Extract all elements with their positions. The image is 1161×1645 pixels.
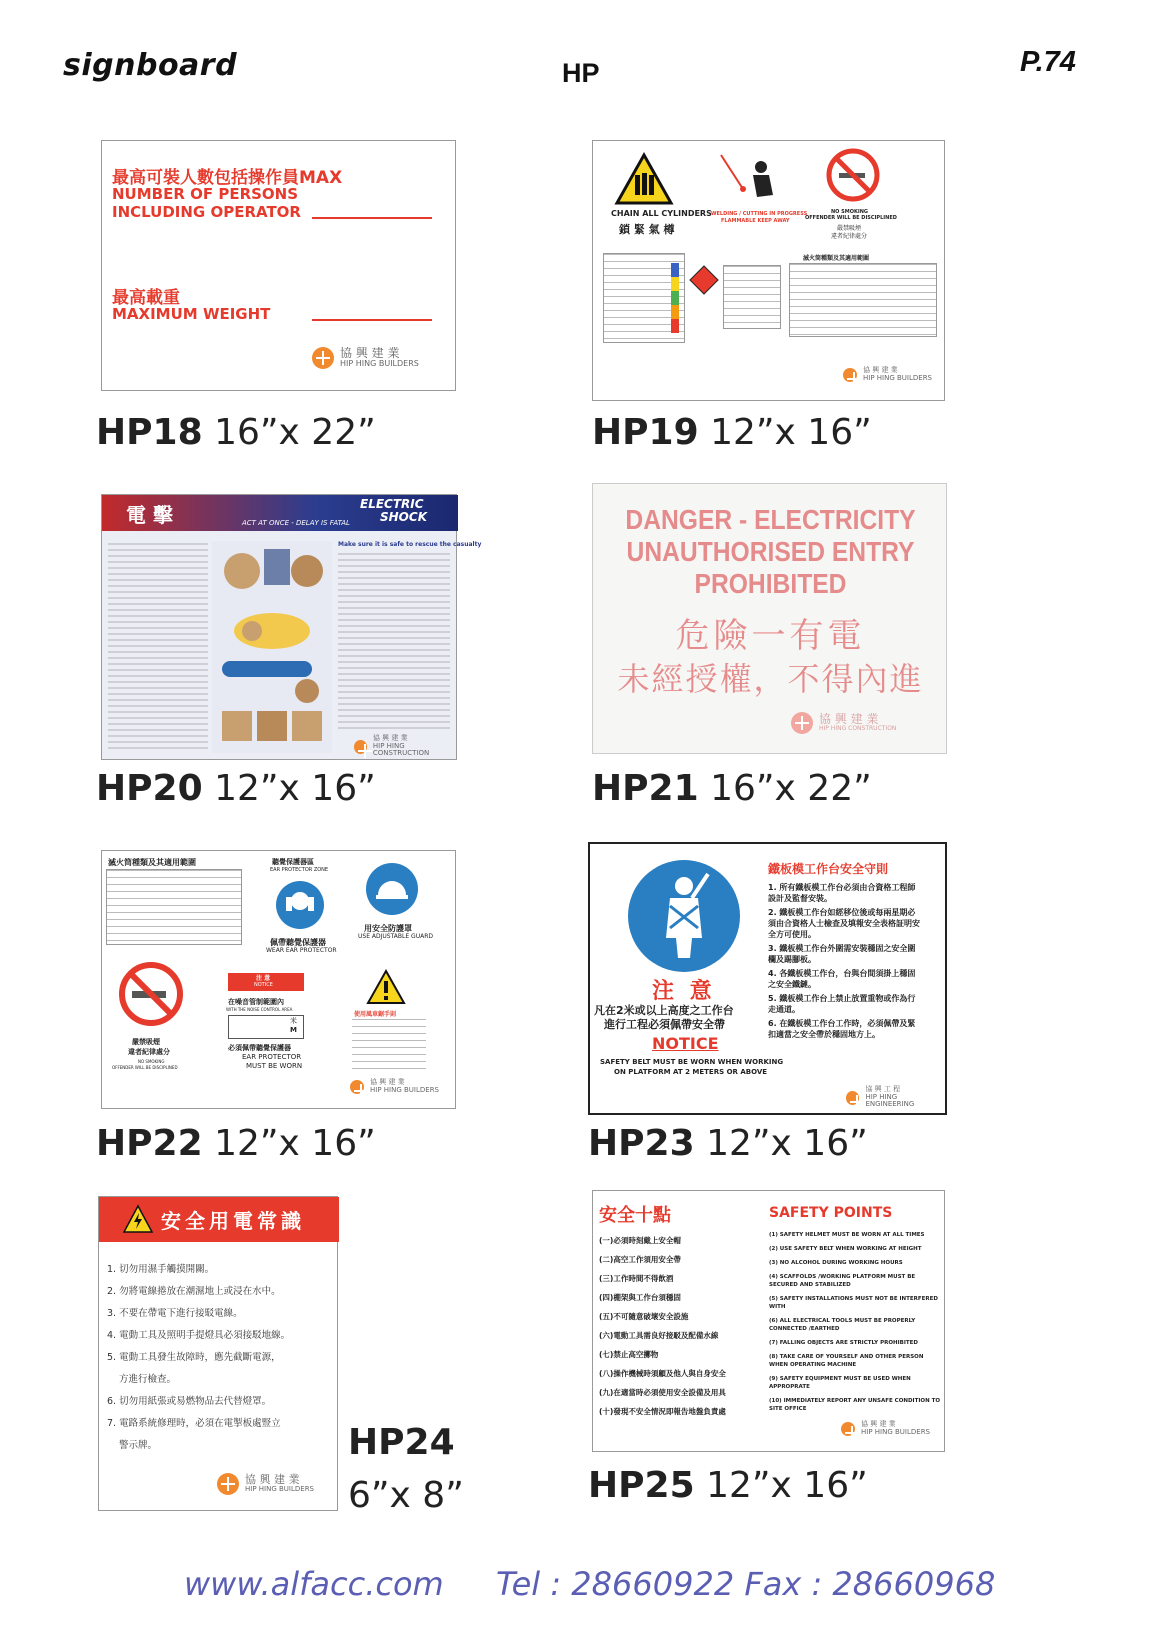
logo-mark-icon bbox=[354, 740, 367, 754]
sign-image-hp23 bbox=[588, 842, 947, 1115]
rescue-heading: Make sure it is safe to rescue the casualty bbox=[338, 541, 482, 548]
logo-en: HIP HING BUILDERS bbox=[370, 1085, 439, 1094]
rule-item: 警示牌。 bbox=[119, 1440, 158, 1451]
danger-line-1: DANGER - ELECTRICITY bbox=[625, 504, 916, 535]
guard-cn: 用安全防護罩 bbox=[364, 924, 412, 933]
point-item: (五)不可隨意破壞安全設施 bbox=[599, 1312, 689, 1321]
gas-info-table bbox=[723, 265, 781, 329]
no-smoking-cn: 嚴禁吸煙 bbox=[837, 225, 862, 232]
logo-cn: 協 興 建 業 bbox=[245, 1473, 300, 1487]
caption-hp25: HP25 12”x 16” bbox=[588, 1465, 868, 1506]
max-persons-cn: 最高可裝人數包括操作員MAX bbox=[112, 168, 343, 188]
rules-list bbox=[107, 1259, 335, 1457]
title-en: SAFETY POINTS bbox=[769, 1205, 893, 1221]
offender-en: OFFENDER WILL BE DISCIPLINED bbox=[112, 1065, 178, 1070]
extinguisher-table bbox=[106, 869, 242, 945]
fill-in-line bbox=[312, 217, 432, 219]
max-weight-cn: 最高載重 bbox=[112, 288, 180, 308]
logo-cn: 協 興 建 業 bbox=[370, 1078, 405, 1086]
rule-item: 5. 鐵板模工作台上禁止放置重物或作為行走通道。 bbox=[768, 994, 916, 1014]
danger-line-cn-1: 危險一有電 bbox=[675, 616, 866, 656]
point-item: (三)工作時間不得飲酒 bbox=[599, 1274, 674, 1283]
rule-item: 3. 不要在帶電下進行接駁電線。 bbox=[107, 1308, 243, 1319]
logo-mark-icon bbox=[312, 347, 334, 369]
logo-en: HIP HING CONSTRUCTION bbox=[819, 725, 897, 733]
point-item: (二)高空工作須用安全帶 bbox=[599, 1255, 681, 1264]
logo-en: HIP HING BUILDERS bbox=[340, 359, 419, 369]
platform-rules-title: 鐵板模工作台安全守則 bbox=[768, 862, 889, 876]
point-item: (九)在適當時必須使用安全設備及用具 bbox=[599, 1388, 726, 1397]
shock-title-en-1: ELECTRIC bbox=[360, 497, 424, 511]
rule-item: 1. 所有鐵板模工作台必須由合資格工程師設計及監督安裝。 bbox=[768, 883, 916, 903]
point-item: (一)必須時刻戴上安全帽 bbox=[599, 1236, 681, 1245]
electric-warning-icon bbox=[123, 1205, 153, 1233]
caption-hp20: HP20 12”x 16” bbox=[96, 768, 376, 809]
shock-title-en-2: SHOCK bbox=[380, 510, 427, 524]
wear-ear-cn: 佩帶聽覺保護器 bbox=[270, 938, 326, 947]
caption-hp21: HP21 16”x 22” bbox=[592, 768, 872, 809]
point-item: (4) SCAFFOLDS /WORKING PLATFORM MUST BE SECURED AND STABILIZED bbox=[769, 1274, 916, 1288]
welding-worker-icon bbox=[713, 149, 793, 209]
saw-rules-list bbox=[352, 1019, 426, 1069]
must-wear-en-2: MUST BE WORN bbox=[246, 1062, 303, 1070]
offender-en: OFFENDER WILL BE DISCIPLINED bbox=[805, 215, 897, 221]
extinguisher-title: 滅火筒種類及其適用範圍 bbox=[108, 858, 196, 867]
logo-cn: 協 興 建 業 bbox=[861, 1420, 896, 1428]
chain-cylinders-cn: 鎖 緊 氣 樽 bbox=[619, 223, 675, 236]
no-smoking-icon bbox=[825, 147, 881, 203]
adjustable-guard-icon bbox=[364, 861, 420, 917]
flammable-notice-en: FLAMMABLE KEEP AWAY bbox=[721, 218, 790, 224]
fill-in-line bbox=[312, 319, 432, 321]
rule-item: 3. 鐵板模工作台外圍需安裝穩固之安全圍欄及踢腳板。 bbox=[768, 944, 916, 964]
danger-line-3: PROHIBITED bbox=[694, 568, 847, 599]
caption-hp23: HP23 12”x 16” bbox=[588, 1123, 868, 1164]
logo-en: HIP HING BUILDERS bbox=[861, 1427, 930, 1436]
point-item: (四)棚架與工作台須穩固 bbox=[599, 1293, 681, 1302]
logo-cn: 協 興 工 程 bbox=[865, 1085, 901, 1093]
company-logo bbox=[843, 367, 932, 382]
company-logo bbox=[846, 1086, 945, 1109]
logo-mark-icon bbox=[841, 1422, 855, 1436]
no-smoking-en: NO SMOKING bbox=[831, 209, 869, 215]
distance-unit-cn: 米 bbox=[290, 1017, 297, 1025]
distance-unit-en: M bbox=[290, 1026, 297, 1034]
sign-image-hp20 bbox=[101, 494, 482, 760]
rule-item: 6. 切勿用紙張或易燃物品去代替燈罩。 bbox=[107, 1396, 272, 1407]
title-cn: 安全用電常識 bbox=[161, 1209, 305, 1233]
footer-contact: Tel : 28660922 Fax : 28660968 bbox=[496, 1565, 996, 1603]
caption-hp19: HP19 12”x 16” bbox=[592, 412, 872, 453]
logo-mark-icon bbox=[846, 1091, 859, 1105]
rule-item: 4. 各鐵板模工作台，台與台間須掛上穩固之安全鐵鏈。 bbox=[768, 969, 916, 989]
point-item: (八)操作機械時須顧及他人與自身安全 bbox=[599, 1369, 726, 1378]
rule-item: 7. 電路系統修理時，必須在電掣板處豎立 bbox=[107, 1418, 281, 1429]
notice-text-en-1: SAFETY BELT MUST BE WORN WHEN WORKING bbox=[600, 1058, 784, 1066]
notice-text-cn-1: 凡在2米或以上高度之工作台 bbox=[594, 1004, 734, 1017]
company-logo bbox=[841, 1421, 930, 1436]
logo-cn: 協 興 建 業 bbox=[372, 734, 408, 742]
notice-en: NOTICE bbox=[254, 982, 273, 988]
points-cn-list bbox=[599, 1231, 765, 1421]
ear-zone-cn: 聽覺保護器區 bbox=[272, 858, 314, 866]
sign-image-hp18 bbox=[101, 140, 456, 391]
notice-en: NOTICE bbox=[652, 1034, 719, 1053]
max-weight-en: MAXIMUM WEIGHT bbox=[112, 305, 271, 323]
logo-en: HIP HING CONSTRUCTION bbox=[372, 741, 430, 758]
catalog-series-code: HP bbox=[562, 58, 600, 88]
rule-item: 2. 勿將電線捲放在潮濕地上或浸在水中。 bbox=[107, 1286, 281, 1297]
welding-notice-en: WELDING / CUTTING IN PROGRESS bbox=[711, 211, 808, 217]
logo-mark-icon bbox=[217, 1473, 239, 1495]
points-en-list bbox=[769, 1231, 941, 1413]
logo-mark-icon bbox=[791, 712, 813, 734]
max-persons-en-2: INCLUDING OPERATOR bbox=[112, 203, 301, 221]
instructions-left-column bbox=[108, 543, 208, 753]
chain-cylinders-en: CHAIN ALL CYLINDERS bbox=[611, 209, 712, 218]
no-smoking-cn: 嚴禁吸煙 bbox=[132, 1038, 160, 1046]
safety-belt-icon bbox=[626, 858, 742, 974]
rule-item: 方進行檢查。 bbox=[119, 1374, 177, 1385]
must-wear-cn: 必須佩帶聽覺保護器 bbox=[228, 1044, 291, 1052]
company-logo bbox=[350, 1079, 439, 1094]
first-aid-illustration bbox=[212, 541, 332, 753]
guard-en: USE ADJUSTABLE GUARD bbox=[358, 933, 433, 940]
logo-en: HIP HING BUILDERS bbox=[863, 373, 932, 382]
footer-website[interactable]: www.alfacc.com bbox=[184, 1565, 444, 1603]
logo-en: HIP HING ENGINEERING bbox=[865, 1092, 915, 1109]
rule-item: 6. 在鐵板模工作台工作時，必須佩帶及緊扣適當之安全帶於穩固地方上。 bbox=[768, 1019, 916, 1039]
ear-protector-icon bbox=[274, 879, 326, 931]
shock-subtitle: ACT AT ONCE - DELAY IS FATAL bbox=[242, 519, 350, 527]
point-item: (3) NO ALCOHOL DURING WORKING HOURS bbox=[769, 1260, 903, 1266]
noise-area-en: WITH THE NOISE CONTROL AREA bbox=[226, 1007, 293, 1012]
notice-text-cn-2: 進行工程必須佩帶安全帶 bbox=[604, 1018, 725, 1031]
danger-line-cn-2: 未經授權，不得內進 bbox=[617, 660, 924, 698]
company-logo bbox=[217, 1473, 314, 1495]
wear-ear-en: WEAR EAR PROTECTOR bbox=[266, 947, 337, 954]
company-logo bbox=[791, 712, 896, 734]
extinguisher-table-title: 滅火筒種類及其適用範圍 bbox=[803, 255, 870, 262]
logo-en: HIP HING BUILDERS bbox=[245, 1485, 314, 1494]
sign-image-hp21 bbox=[592, 483, 947, 754]
rule-item: 4. 電動工具及照明手提燈具必須接駁地線。 bbox=[107, 1330, 291, 1341]
logo-mark-icon bbox=[843, 368, 857, 382]
platform-rules-list bbox=[768, 882, 920, 1040]
extinguisher-table bbox=[789, 263, 937, 337]
ear-zone-en: EAR PROTECTOR ZONE bbox=[270, 867, 329, 873]
logo-cn: 協 興 建 業 bbox=[863, 366, 898, 374]
warning-triangle-icon bbox=[366, 969, 406, 1005]
point-item: (七)禁止高空擲物 bbox=[599, 1350, 659, 1359]
caption-hp22: HP22 12”x 16” bbox=[96, 1123, 376, 1164]
point-item: (6) ALL ELECTRICAL TOOLS MUST BE PROPERLY CONNECTED /EARTHED bbox=[769, 1318, 916, 1332]
title-cn: 安全十點 bbox=[599, 1205, 671, 1226]
noise-area-cn: 在噪音管制範圍內 bbox=[228, 998, 284, 1006]
notice-cn: 注 意 bbox=[256, 975, 271, 982]
page-number: P.74 bbox=[1020, 46, 1076, 78]
point-item: (2) USE SAFETY BELT WHEN WORKING AT HEIGHT bbox=[769, 1246, 922, 1252]
logo-cn: 協 興 建 業 bbox=[819, 712, 879, 727]
instructions-right-column bbox=[338, 553, 450, 733]
colour-swatches bbox=[671, 263, 679, 333]
company-logo bbox=[354, 735, 456, 758]
point-item: (十)發現不安全情況即報告地盤負責處 bbox=[599, 1407, 726, 1416]
caption-hp24-code: HP24 bbox=[348, 1422, 455, 1463]
logo-cn: 協 興 建 業 bbox=[340, 346, 400, 360]
caption-hp24-size: 6”x 8” bbox=[348, 1475, 464, 1516]
point-item: (六)電動工具需良好接駁及配備水線 bbox=[599, 1331, 719, 1340]
notice-cn: 注 意 bbox=[652, 979, 716, 1004]
company-logo bbox=[312, 347, 419, 369]
rule-item: 1. 切勿用濕手觸摸開關。 bbox=[107, 1264, 215, 1275]
saw-rules-title: 使用風車鋸手則 bbox=[354, 1011, 397, 1018]
rule-item: 2. 鐵板模工作台如經移位後或每兩星期必須由合資格人士檢查及填報安全表格証明安全方可使用。 bbox=[768, 908, 920, 939]
rule-item: 5. 電動工具發生故障時，應先截斷電源， bbox=[107, 1352, 281, 1363]
sign-image-hp19 bbox=[592, 140, 945, 401]
shock-title-cn: 電 擊 bbox=[126, 503, 173, 527]
sign-image-hp22 bbox=[101, 850, 456, 1109]
notice-text-en-2: ON PLATFORM AT 2 METERS OR ABOVE bbox=[614, 1068, 768, 1076]
offender-cn: 違者紀律處分 bbox=[831, 233, 868, 240]
sign-image-hp25 bbox=[592, 1190, 945, 1452]
hazard-diamond-icon bbox=[689, 265, 719, 295]
offender-cn: 違者紀律處分 bbox=[128, 1048, 170, 1056]
point-item: (1) SAFETY HELMET MUST BE WORN AT ALL TIMES bbox=[769, 1232, 925, 1238]
must-wear-en-1: EAR PROTECTOR bbox=[242, 1053, 302, 1061]
no-smoking-en: NO SMOKING bbox=[138, 1059, 165, 1064]
no-smoking-icon bbox=[118, 961, 184, 1027]
point-item: (8) TAKE CARE OF YOURSELF AND OTHER PERSON WHEN OPERATING MACHINE bbox=[769, 1354, 924, 1368]
danger-line-2: UNAUTHORISED ENTRY bbox=[626, 536, 915, 567]
max-persons-en-1: NUMBER OF PERSONS bbox=[112, 185, 299, 203]
point-item: (10) IMMEDIATELY REPORT ANY UNSAFE CONDITION TO SITE OFFICE bbox=[769, 1398, 941, 1412]
sign-image-hp24 bbox=[98, 1196, 338, 1511]
point-item: (7) FALLING OBJECTS ARE STRICTLY PROHIBITED bbox=[769, 1340, 918, 1346]
warning-triangle-icon bbox=[615, 153, 673, 205]
catalog-section-title: signboard bbox=[63, 48, 238, 83]
caption-hp18: HP18 16”x 22” bbox=[96, 412, 376, 453]
point-item: (5) SAFETY INSTALLATIONS MUST NOT BE INTERFERED WITH bbox=[769, 1296, 938, 1310]
point-item: (9) SAFETY EQUIPMENT MUST BE USED WHEN APPROPRATE bbox=[769, 1376, 911, 1390]
logo-mark-icon bbox=[350, 1080, 364, 1094]
